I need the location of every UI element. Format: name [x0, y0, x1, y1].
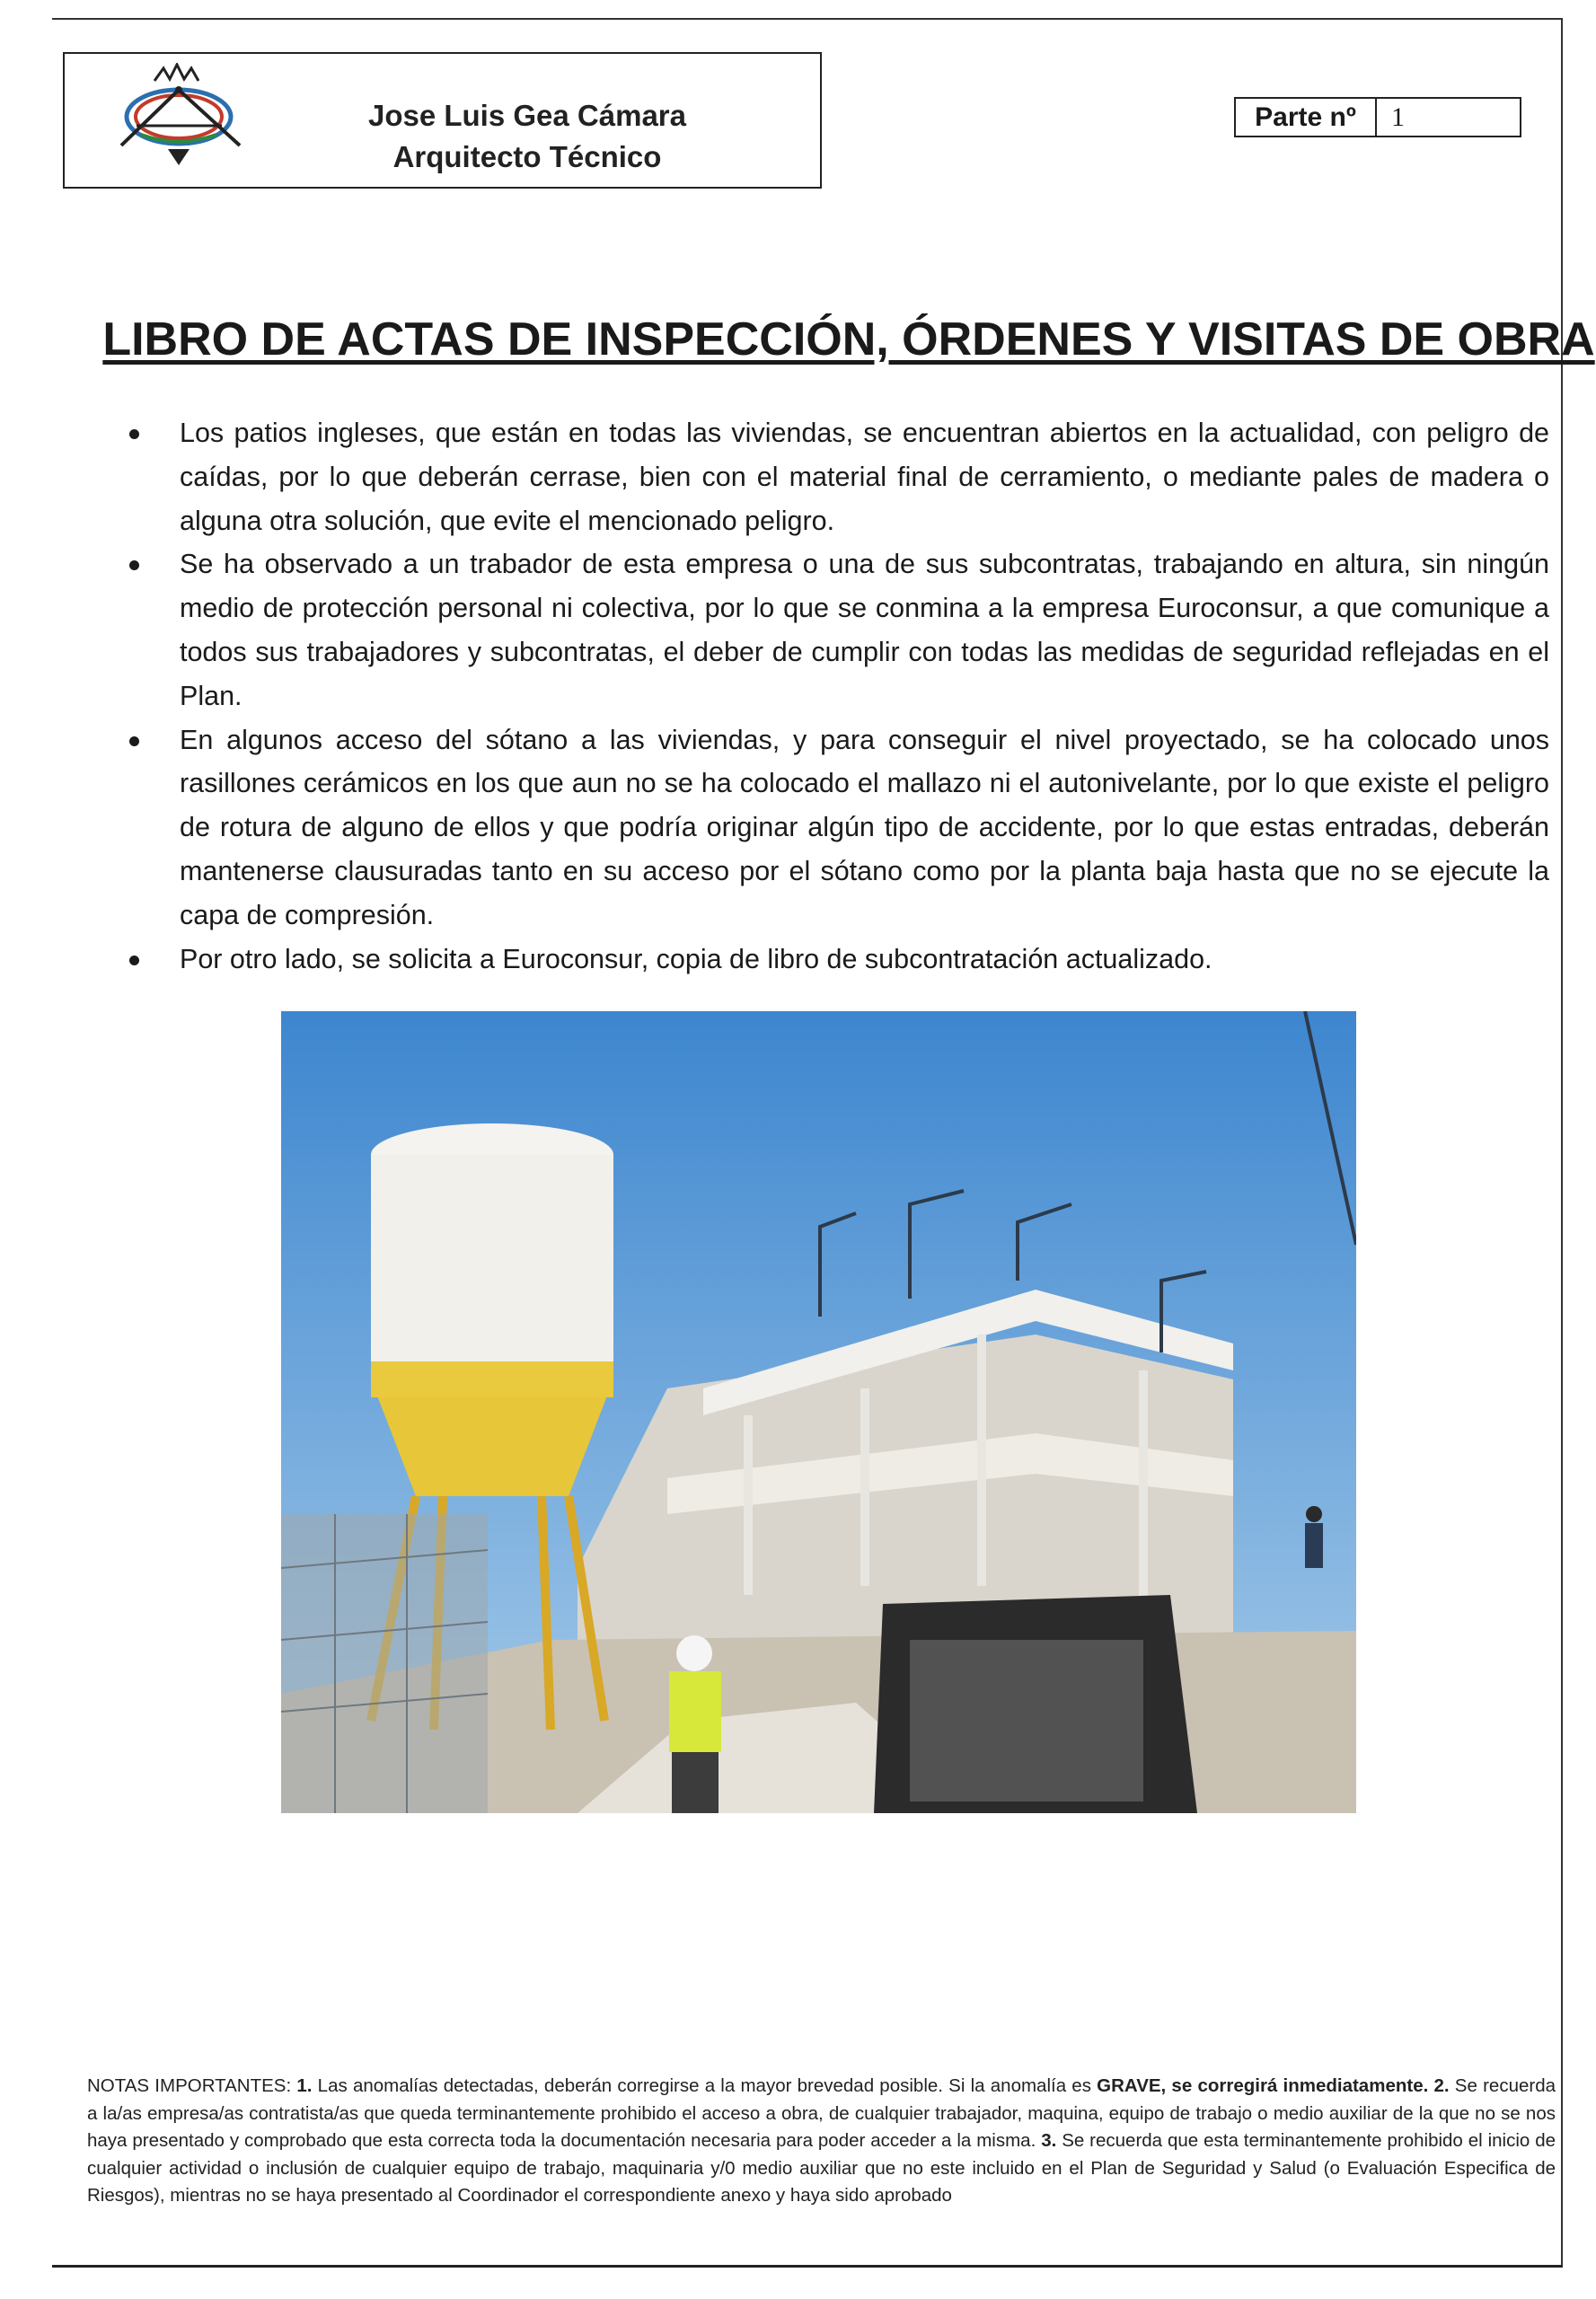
- architect-profession: Arquitecto Técnico: [392, 140, 662, 173]
- parte-label: Parte nº: [1236, 99, 1377, 136]
- header-text: [361, 95, 693, 178]
- note-text-3: Se recuerda que esta terminantemente prohibido el inicio de cualquier actividad o inclusión de cualquier equipo de trabajo, maquinaria y/0 medio auxiliar que no este incluido en el Plan de Seguridad y Salud (o Evaluación Especifica de Riesgos), mientras no se haya presentado al Coordinador el correspondiente anexo y haya sido aprobado: [87, 2130, 1556, 2206]
- parte-value: 1: [1391, 102, 1405, 132]
- list-item: Los patios ingleses, que están en todas las viviendas, se encuentran abiertos en la actualidad, con peligro de caídas, por lo que deberán cerrase, bien con el material final de cerramiento, o mediante pales de madera o alguna otra solución, que evite el mencionado peligro.: [126, 411, 1549, 542]
- header-box: [63, 52, 822, 189]
- important-notes: [87, 2073, 1556, 2210]
- note-number-1: 1.: [296, 2075, 313, 2096]
- note-text-2: Se recuerda a la/as empresa/as contratista/as que queda terminantemente prohibido el acceso a obra, de cualquier trabajador, maquina, equipo de trabajo o medio auxiliar de la que no se nos haya presentado y comprobado que esta correcta toda la documentación necesaria para poder acceder a la misma.: [87, 2075, 1556, 2151]
- observations-list: [126, 411, 1549, 981]
- parte-number-box: [1234, 97, 1521, 137]
- list-item: En algunos acceso del sótano a las viviendas, y para conseguir el nivel proyectado, se ha colocado unos rasillones cerámicos en los que aun no se ha colocado el mallazo ni el autonivelante, por lo que existe el peligro de rotura de alguno de ellos y que podría originar algún tipo de accidente, por lo que estas entradas, deberán mantenerse clausuradas tanto en su acceso por el sótano como por la planta baja hasta que no se ejecute la capa de compresión.: [126, 718, 1549, 938]
- list-item: Se ha observado a un trabador de esta empresa o una de sus subcontratas, trabajando en altura, sin ningún medio de protección personal ni colectiva, por lo que se conmina a la empresa Euroconsur, a que comunique a todos sus trabajadores y subcontratas, el deber de cumplir con todas las medidas de seguridad reflejadas en el Plan.: [126, 542, 1549, 718]
- architect-compass-logo-icon: [105, 63, 258, 180]
- construction-site-photo: [281, 1011, 1356, 1813]
- page-title: LIBRO DE ACTAS DE INSPECCIÓN, ÓRDENES Y VISITAS DE OBRA: [102, 313, 1595, 366]
- architect-name: Jose Luis Gea Cámara: [367, 99, 686, 132]
- note-grave: GRAVE, se corregirá inmediatamente.: [1097, 2075, 1429, 2096]
- note-text-1: Las anomalías detectadas, deberán corregirse a la mayor brevedad posible. Si la anomalía es: [312, 2075, 1098, 2096]
- note-number-3: 3.: [1041, 2130, 1057, 2151]
- note-number-2: 2.: [1433, 2075, 1450, 2096]
- notes-label: NOTAS IMPORTANTES:: [87, 2075, 297, 2096]
- list-item: Por otro lado, se solicita a Euroconsur, copia de libro de subcontratación actualizado.: [126, 938, 1549, 982]
